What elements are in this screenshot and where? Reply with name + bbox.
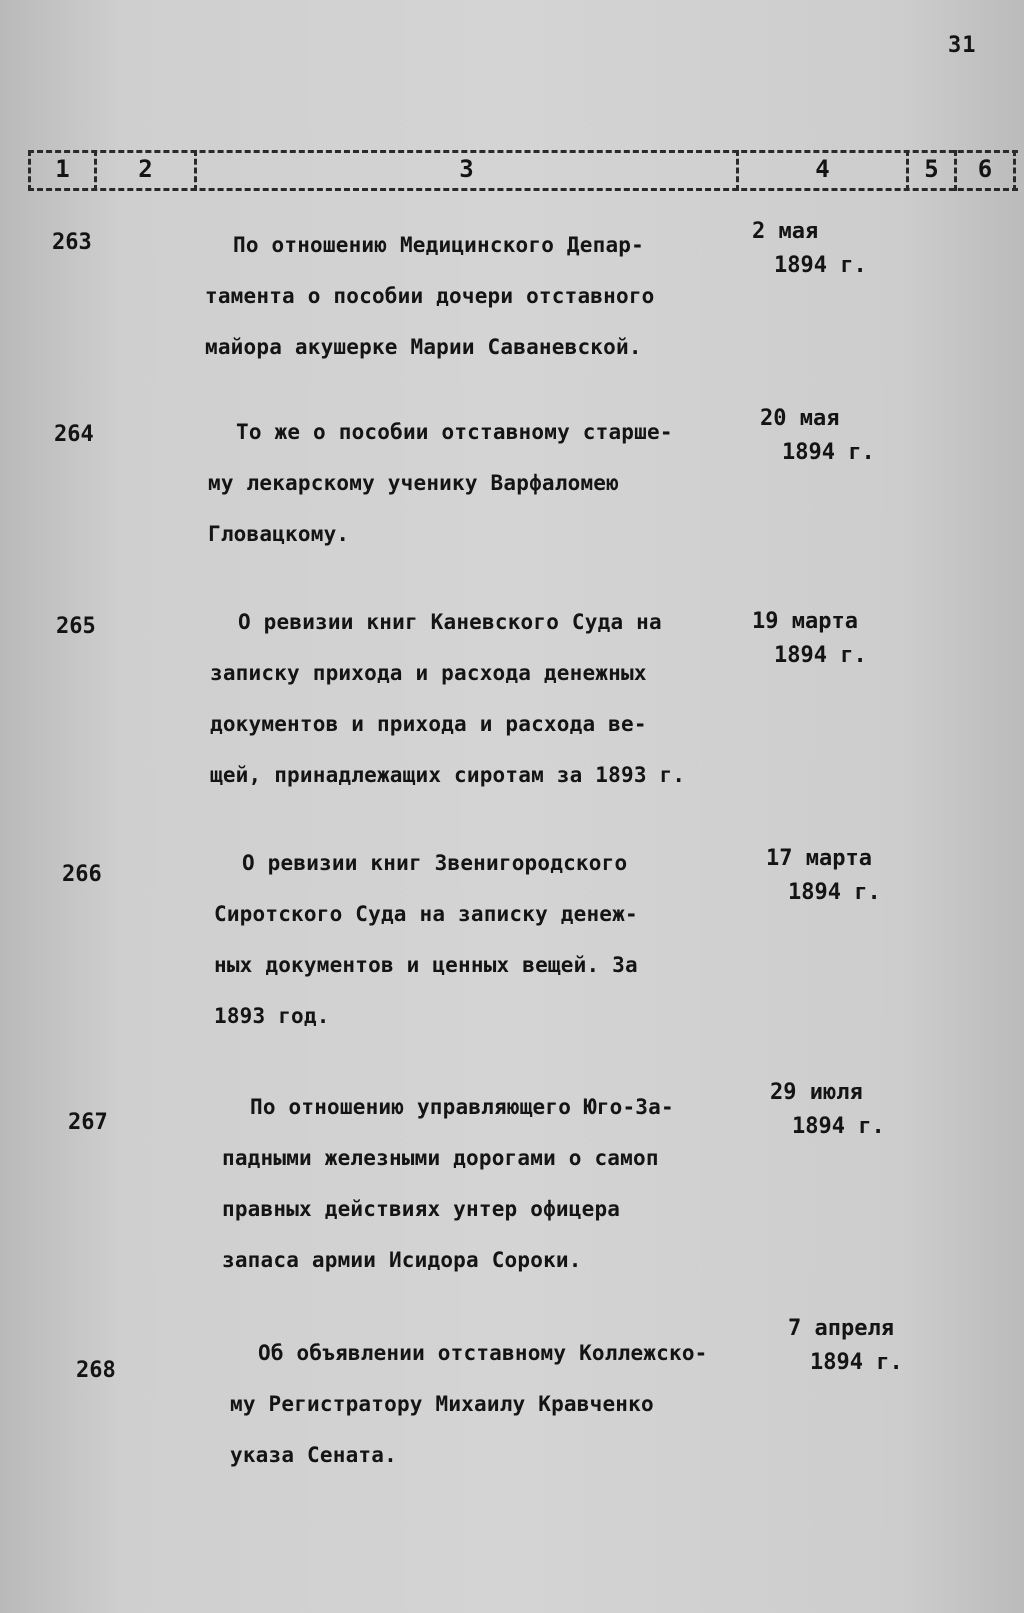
date-day-month: 19 марта — [752, 609, 858, 634]
description-line: щей, принадлежащих сиротам за 1893 г. — [210, 763, 686, 787]
date-day-month: 20 мая — [760, 406, 840, 431]
description-line: По отношению Медицинского Депар- — [233, 233, 644, 257]
date-year: 1894 г. — [792, 1114, 885, 1139]
entry-date — [770, 1076, 885, 1144]
description-line: запаса армии Исидора Сороки. — [222, 1248, 582, 1272]
entry-number: 266 — [62, 862, 102, 887]
date-year: 1894 г. — [810, 1350, 903, 1375]
description-line: документов и прихода и расхода ве- — [210, 712, 647, 736]
entry-date — [760, 402, 875, 470]
date-day-month: 17 марта — [766, 846, 872, 871]
entry-number: 268 — [76, 1358, 116, 1383]
entry-number: 263 — [52, 230, 92, 255]
entry-description — [210, 597, 685, 801]
header-col-6: 6 — [954, 150, 1016, 191]
description-line: О ревизии книг Каневского Суда на — [238, 610, 662, 634]
description-line: му Регистратору Михаилу Кравченко — [230, 1392, 654, 1416]
header-col-3: 3 — [194, 150, 736, 191]
entry-description — [208, 407, 673, 560]
description-line: О ревизии книг Звенигородского — [242, 851, 628, 875]
description-line: Об объявлении отставному Коллежско- — [258, 1341, 708, 1365]
header-col-4: 4 — [736, 150, 906, 191]
entry-number: 265 — [56, 614, 96, 639]
description-line: По отношению управляющего Юго-За- — [250, 1095, 674, 1119]
date-year: 1894 г. — [774, 643, 867, 668]
entry-description — [214, 838, 638, 1042]
header-col-5: 5 — [906, 150, 954, 191]
entry-description — [230, 1328, 708, 1481]
entry-description — [205, 220, 655, 373]
entry-date — [788, 1312, 903, 1380]
description-line: майора акушерке Марии Саваневской. — [205, 335, 642, 359]
entry-description — [222, 1082, 674, 1286]
date-day-month: 29 июля — [770, 1080, 863, 1105]
entry-number: 264 — [54, 422, 94, 447]
date-day-month: 2 мая — [752, 219, 819, 244]
date-day-month: 7 апреля — [788, 1316, 894, 1341]
description-line: Сиротского Суда на записку денеж- — [214, 902, 638, 926]
header-col-2: 2 — [94, 150, 194, 191]
entry-number: 267 — [68, 1110, 108, 1135]
description-line: му лекарскому ученику Варфаломею — [208, 471, 619, 495]
description-line: указа Сената. — [230, 1443, 397, 1467]
entry-date — [752, 215, 867, 283]
description-line: правных действиях унтер офицера — [222, 1197, 621, 1221]
entry-date — [766, 842, 881, 910]
date-year: 1894 г. — [774, 253, 867, 278]
description-line: записку прихода и расхода денежных — [210, 661, 647, 685]
page-number: 31 — [948, 33, 977, 58]
description-line: Гловацкому. — [208, 522, 350, 546]
date-year: 1894 г. — [788, 880, 881, 905]
description-line: тамента о пособии дочери отставного — [205, 284, 655, 308]
description-line: ных документов и ценных вещей. За — [214, 953, 638, 977]
description-line: падными железными дорогами о самоп — [222, 1146, 659, 1170]
date-year: 1894 г. — [782, 440, 875, 465]
description-line: 1893 год. — [214, 1004, 330, 1028]
description-line: То же о пособии отставному старше- — [236, 420, 673, 444]
table-header — [28, 150, 1018, 192]
header-col-1: 1 — [28, 150, 94, 191]
entry-date — [752, 605, 867, 673]
